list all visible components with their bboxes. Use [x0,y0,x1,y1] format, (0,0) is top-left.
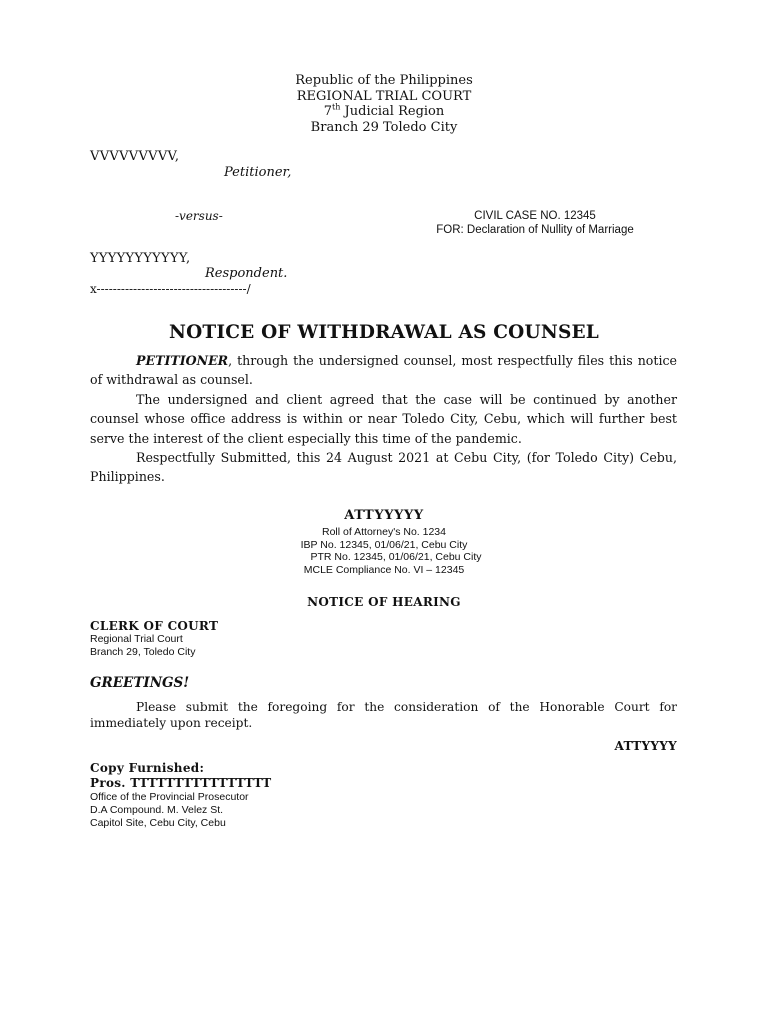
prosecutor-address-1: D.A Compound. M. Velez St. [90,804,224,816]
versus-label: -versus- [175,209,223,223]
prosecutor-name: Pros. TTTTTTTTTTTTTTTT [90,776,272,790]
header-court: REGIONAL TRIAL COURT [296,88,472,104]
respondent-name: YYYYYYYYYYY, [90,251,191,266]
hearing-request: Please submit the foregoing for the consideration of the Honorable Court for immediately upon receipt. [90,700,677,730]
attorney-name: ATTYYYYY [344,508,424,523]
petitioner-name: VVVVVVVVV, [90,149,180,164]
prosecutor-office: Office of the Provincial Prosecutor [90,791,249,803]
roll-number: Roll of Attorney's No. 1234 [322,526,446,538]
clerk-address-1: Regional Trial Court [90,633,183,645]
court-header [200,73,568,135]
clerk-address-2: Branch 29, Toledo City [90,646,196,658]
paragraph-2: The undersigned and client agreed that the case will be continued by another counsel whose office address is within or near Toledo City, Cebu, which will further best serve the interest of the client especially this time of the pandemic. [90,392,677,446]
ptr-number: PTR No. 12345, 01/06/21, Cebu City [310,551,482,563]
document-title: NOTICE OF WITHDRAWAL AS COUNSEL [168,322,600,343]
hearing-heading: NOTICE OF HEARING [307,595,461,609]
case-nature: FOR: Declaration of Nullity of Marriage [436,224,634,236]
caption-separator: x-------------------------------------/ [90,282,251,296]
header-branch: Branch 29 Toledo City [310,119,458,135]
ibp-number: IBP No. 12345, 01/06/21, Cebu City [300,538,468,551]
hearing-signer: ATTYYYY [614,739,677,753]
clerk-of-court: CLERK OF COURT [90,619,219,633]
petitioner-role: Petitioner, [224,165,292,180]
header-republic: Republic of the Philippines [295,73,473,88]
case-number: CIVIL CASE NO. 12345 [474,210,596,222]
mcle-number: MCLE Compliance No. VI – 12345 [303,563,465,576]
header-region: 7th Judicial Region [323,102,445,119]
signature-block [270,508,498,576]
paragraph-1: PETITIONER, through the undersigned counsel, most respectfully files this notice of withdrawal as counsel. [90,353,677,388]
greetings: GREETINGS! [90,675,190,691]
respondent-role: Respondent. [205,266,288,281]
copy-furnished-label: Copy Furnished: [90,761,205,775]
paragraph-3: Respectfully Submitted, this 24 August 2021 at Cebu City, (for Toledo City) Cebu, Philippines. [90,450,677,485]
prosecutor-address-2: Capitol Site, Cebu City, Cebu [90,817,226,829]
case-block [395,209,675,237]
